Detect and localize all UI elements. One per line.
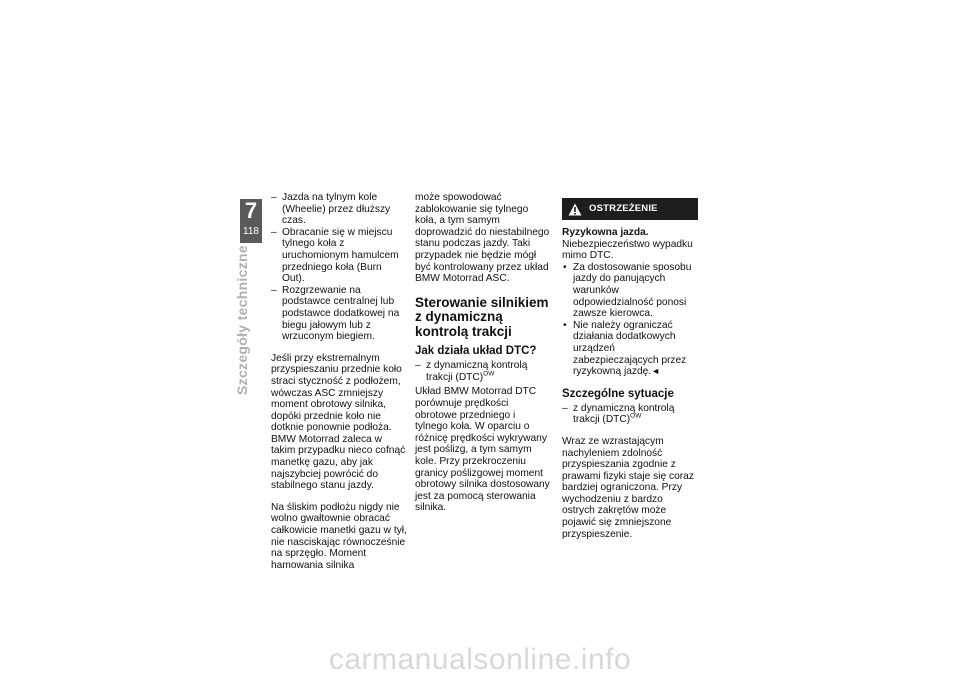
paragraph: Na śliskim podłożu nigdy nie wolno gwałtownie obracać całkowicie manetki gazu w tył, nie nasciskając równocześnie na sprzęgło. Moment hamowania silnika: [271, 501, 407, 571]
list-item: – Obracanie się w miejscu tylnego koła z uruchomionym hamulcem przedniego koła (Burn Out).: [271, 227, 407, 285]
watermark: carmanualsonline.info: [328, 643, 632, 676]
bullet-list: [562, 262, 698, 378]
section-heading: Sterowanie silnikiem z dynamiczną kontrolą trakcji: [415, 294, 549, 339]
option-code: OW: [630, 412, 642, 420]
chapter-title: Szczegóły techniczne: [234, 245, 250, 395]
list-item: – Jazda na tylnym kole (Wheelie) przez dłuższy czas.: [271, 192, 407, 227]
paragraph: może spowodować zablokowanie się tylnego koła, a tym samym doprowadzić do niestabilnego stanu podczas jazdy. Taki przypadek nie będzie mógł być kontrolowany przez układ BMW Motorrad ASC.: [415, 192, 550, 285]
warning-label: OSTRZEŻENIE: [589, 203, 658, 215]
list-item: [562, 403, 698, 426]
sub-heading: Jak działa układ DTC?: [415, 345, 537, 358]
option-text: z dynamiczną kontrolą trakcji (DTC): [573, 402, 675, 426]
column-2: [415, 192, 550, 514]
list-item: • Za dostosowanie sposobu jazdy do panujących warunków odpowiedzialność ponosi zawsze kierowca.: [562, 262, 698, 320]
warning-triangle-icon: [568, 203, 582, 216]
sub-heading: Szczególne sytuacje: [562, 387, 674, 400]
paragraph: Wraz ze wzrastającym nachyleniem zdolność przyspieszania zgodnie z prawami fizyki staje się coraz bardziej ograniczona. Przy wychodzeniu z bardzo ostrych zakrętów może pojawić się zmniejszone przyspieszenie.: [562, 435, 694, 540]
list-item: [415, 360, 550, 383]
end-mark-icon: ◄: [651, 366, 661, 377]
paragraph: Jeśli przy ekstremalnym przyspieszaniu przednie koło straci styczność z podłożem, wówczas ASC zmniejszy moment obrotowy silnika, dopóki przednie koło nie dotknie ponownie podłoża. BMW Motorrad zaleca w takim przypadku nieco cofnąć manetkę gazu, aby jak najszybciej powrócić do stabilnego stanu jazdy.: [271, 352, 406, 492]
option-list: [415, 360, 550, 383]
chapter-marker: [240, 199, 262, 243]
list-item: – Rozgrzewanie na podstawce centralnej lub podstawce dodatkowej na biegu jałowym lub z wrzuconym biegiem.: [271, 285, 407, 343]
warning-title: Ryzykowna jazda.: [562, 227, 649, 238]
column-1: [271, 192, 407, 571]
option-code: OW: [483, 370, 495, 378]
option-text: z dynamiczną kontrolą trakcji (DTC): [426, 360, 528, 383]
warning-text: Niebezpieczeństwo wypadku mimo DTC.: [562, 238, 693, 262]
list-item: [562, 320, 698, 378]
dash-list: [271, 192, 407, 343]
bullet-text: Nie należy ograniczać działania dodatkowych urządzeń zabezpieczających przez ryzykowną jazdę.: [573, 319, 687, 378]
paragraph: Układ BMW Motorrad DTC porównuje prędkości obrotowe przedniego i tylnego koła. W oparciu o różnicę prędkości wykrywany jest poślizg, a tym samym kole. Przy przekroczeniu granicy poślizgowej moment obrotowy silnika dostosowany jest za pomocą sterowania silnika.: [415, 386, 550, 514]
column-3: [562, 198, 698, 540]
option-list: [562, 403, 698, 426]
chapter-number: 7: [244, 198, 258, 223]
page-number: 118: [243, 226, 259, 237]
warning-header: [562, 198, 698, 220]
